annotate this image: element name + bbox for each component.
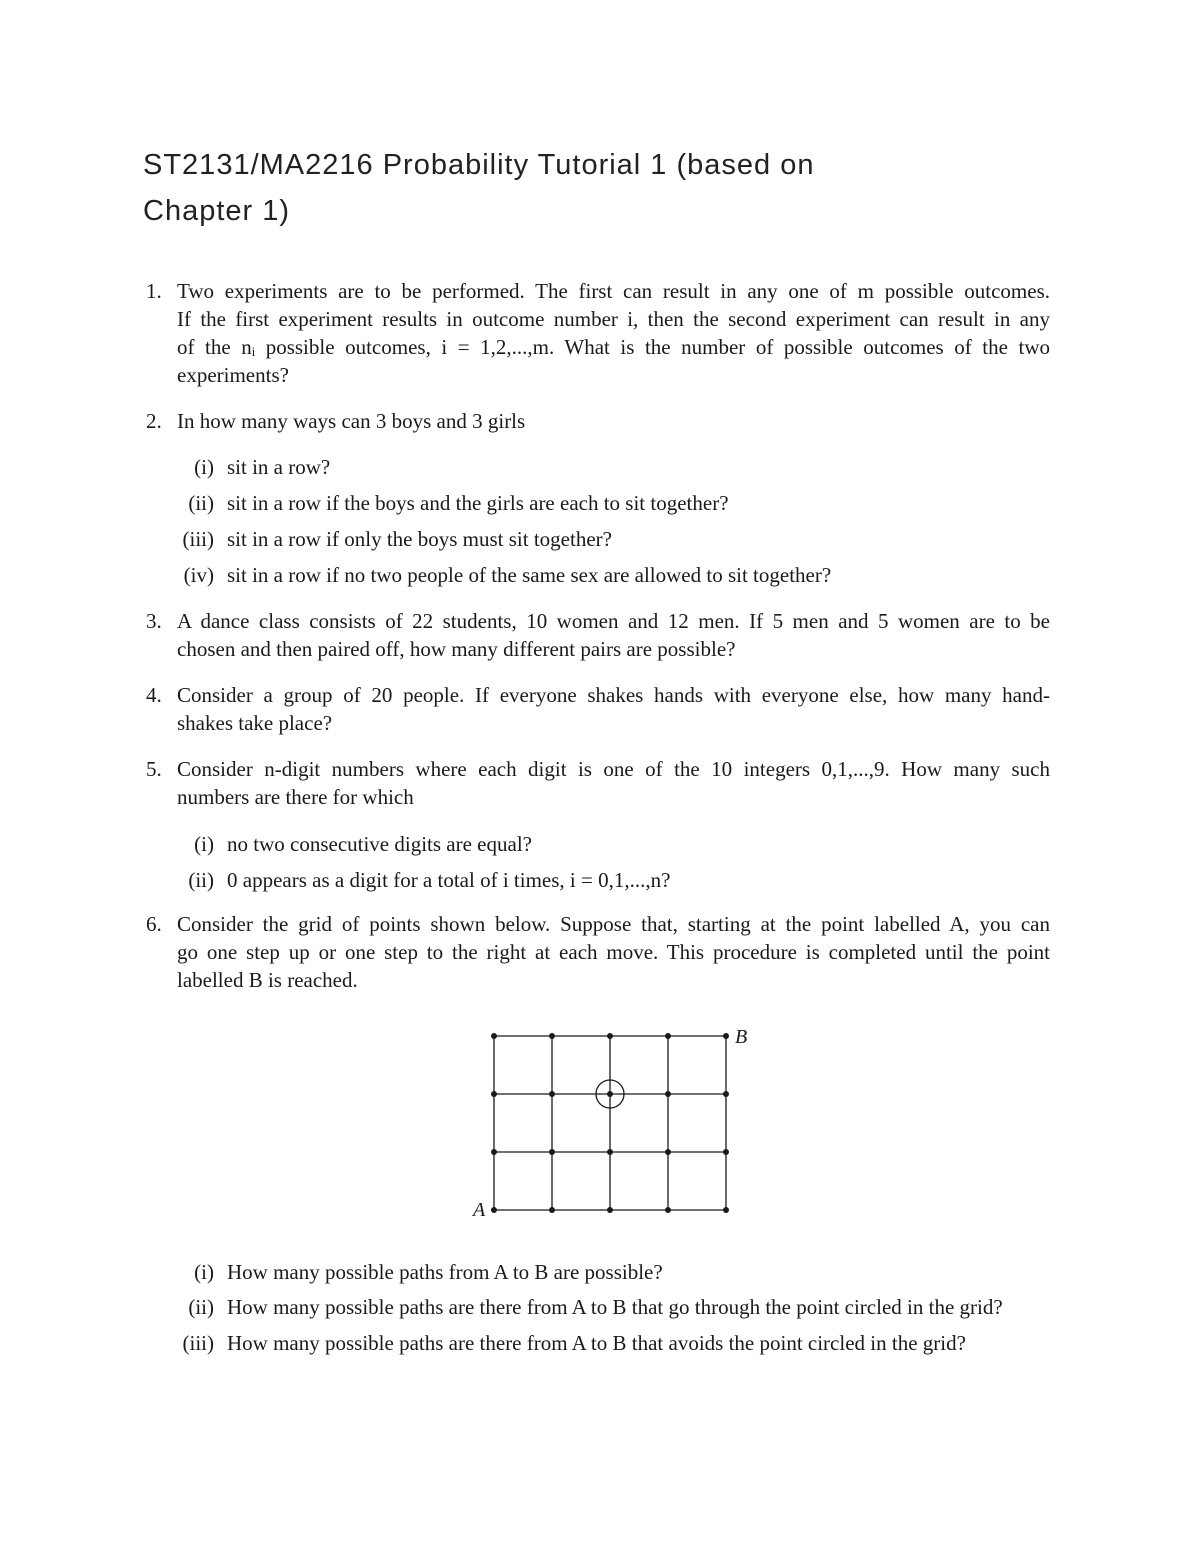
sub-question-text: no two consecutive digits are equal? (227, 832, 532, 856)
grid-point (491, 1207, 497, 1213)
grid-point (607, 1033, 613, 1039)
question-4 (146, 681, 1050, 737)
question-1 (146, 277, 1050, 389)
grid-point (549, 1033, 555, 1039)
sub-question-text: How many possible paths are there from A to B that avoids the point circled in the grid? (227, 1331, 966, 1355)
question-number: 2. (146, 409, 162, 433)
grid-point (549, 1149, 555, 1155)
sub-question-label: (i) (194, 1260, 214, 1284)
question-text-line: Consider the grid of points shown below. Suppose that, starting at the point labelled A, you can (177, 912, 1050, 936)
title-line-2: Chapter 1) (143, 195, 291, 227)
grid-point (607, 1149, 613, 1155)
grid-point (607, 1207, 613, 1213)
title-line-1: ST2131/MA2216 Probability Tutorial 1 (based on (143, 149, 815, 181)
question-2 (146, 407, 1050, 435)
sub-question-text: sit in a row if no two people of the same sex are allowed to sit together? (227, 563, 832, 587)
sub-question-label: (ii) (188, 491, 214, 515)
grid-point (549, 1091, 555, 1097)
question-text-line: Consider n-digit numbers where each digit is one of the 10 integers 0,1,...,9. How many such (177, 757, 1050, 781)
sub-question-text: 0 appears as a digit for a total of i times, i = 0,1,...,n? (227, 868, 671, 892)
grid-point (549, 1207, 555, 1213)
grid-point (491, 1091, 497, 1097)
sub-question-label: (i) (194, 455, 214, 479)
question-text-line: Consider a group of 20 people. If everyone shakes hands with everyone else, how many hand- (177, 683, 1050, 707)
grid-point (665, 1033, 671, 1039)
question-number: 3. (146, 609, 162, 633)
question-text-line: If the first experiment results in outcome number i, then the second experiment can result in any (177, 307, 1050, 331)
sub-question-label: (iii) (182, 527, 214, 551)
page-title (143, 142, 1043, 234)
grid-point (723, 1149, 729, 1155)
grid-point (723, 1207, 729, 1213)
sub-question-label: (i) (194, 832, 214, 856)
grid-point (491, 1149, 497, 1155)
question-3 (146, 607, 1050, 663)
sub-question-label: (ii) (188, 868, 214, 892)
grid-figure (460, 1018, 760, 1228)
sub-question-text: How many possible paths from A to B are possible? (227, 1260, 663, 1284)
question-text-line: shakes take place? (177, 711, 333, 735)
question-number: 1. (146, 279, 162, 303)
grid-point (723, 1033, 729, 1039)
question-number: 5. (146, 757, 162, 781)
question-text-line: go one step up or one step to the right at each move. This procedure is completed until the point (177, 940, 1050, 964)
question-number: 6. (146, 912, 162, 936)
question-number: 4. (146, 683, 162, 707)
question-text-line: labelled B is reached. (177, 968, 358, 992)
sub-question-text: How many possible paths are there from A to B that go through the point circled in the grid? (227, 1295, 1003, 1319)
grid-point (723, 1091, 729, 1097)
question-text-line: In how many ways can 3 boys and 3 girls (177, 409, 526, 433)
sub-question-text: sit in a row if the boys and the girls are each to sit together? (227, 491, 729, 515)
grid-point (665, 1149, 671, 1155)
sub-question-text: sit in a row if only the boys must sit together? (227, 527, 612, 551)
sub-question-label: (ii) (188, 1295, 214, 1319)
question-text-line: numbers are there for which (177, 785, 414, 809)
question-text-line: A dance class consists of 22 students, 10 women and 12 men. If 5 men and 5 women are to be (177, 609, 1050, 633)
point-a-label: A (473, 1199, 486, 1221)
question-text-line: of the nᵢ possible outcomes, i = 1,2,...,m. What is the number of possible outcomes of the two (177, 335, 1050, 359)
point-b-label: B (735, 1026, 748, 1048)
grid-lines (494, 1036, 726, 1210)
question-text-line: chosen and then paired off, how many different pairs are possible? (177, 637, 736, 661)
sub-question-label: (iii) (182, 1331, 214, 1355)
grid-point (491, 1033, 497, 1039)
question-text-line: experiments? (177, 363, 289, 387)
grid-point (665, 1091, 671, 1097)
sub-question-text: sit in a row? (227, 455, 331, 479)
grid-point (607, 1091, 613, 1097)
question-6 (146, 910, 1050, 994)
sub-question-label: (iv) (183, 563, 214, 587)
question-text-line: Two experiments are to be performed. The first can result in any one of m possible outcomes. (177, 279, 1050, 303)
grid-point (665, 1207, 671, 1213)
question-5 (146, 755, 1050, 811)
